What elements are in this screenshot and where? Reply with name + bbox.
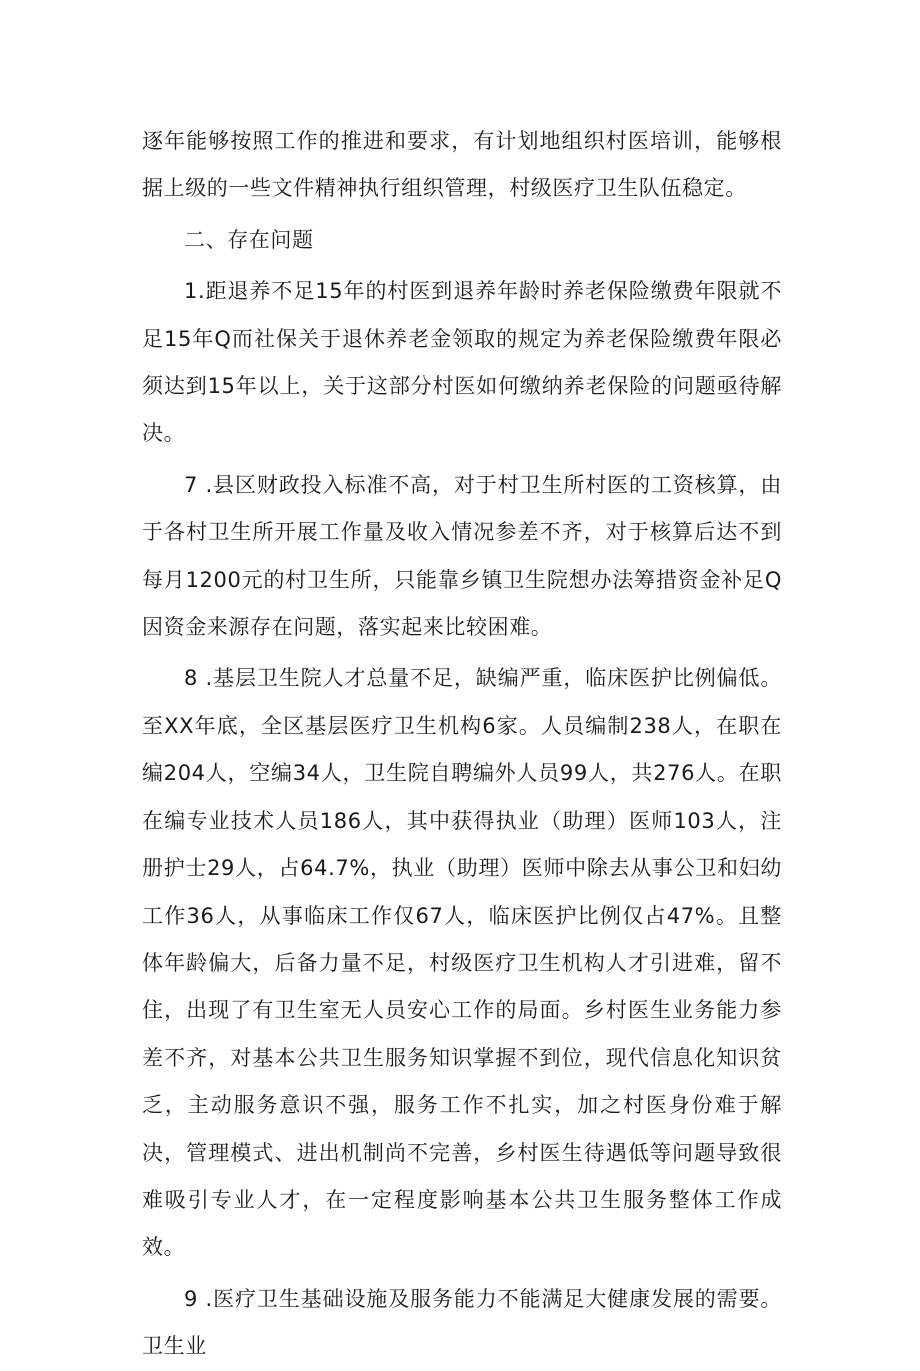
paragraph-continuation: 逐年能够按照工作的推进和要求，有计划地组织村医培训，能够根据上级的一些文件精神执行组织管理，村级医疗卫生队伍稳定。: [142, 129, 782, 201]
paragraph-item-8: 8 .基层卫生院人才总量不足，缺编严重，临床医护比例偏低。至XX年底，全区基层医疗卫生机构6家。人员编制238人，在职在编204人，空编34人，卫生院自聘编外人员99人，共276人。在职在编专业技术人员186人，其中获得执业（助理）医师103人，注册护士29人，占64.7%，执业（助理）医师中除去从事公卫和妇幼工作36人，从事临床工作仅67人，临床医护比例仅占47%。且整体年龄偏大，后备力量不足，村级医疗卫生机构人才引进难，留不住，出现了有卫生室无人员安心工作的局面。乡村医生业务能力参差不齐，对基本公共卫生服务知识掌握不到位，现代信息化知识贫乏，主动服务意识不强，服务工作不扎实，加之村医身份难于解决，管理模式、进出机制尚不完善，乡村医生待遇低等问题导致很难吸引专业人才，在一定程度影响基本公共卫生服务整体工作成效。: [142, 666, 782, 1260]
paragraph-item-1: 1.距退养不足15年的村医到退养年龄时养老保险缴费年限就不足15年Q而社保关于退休养老金领取的规定为养老保险缴费年限必须达到15年以上，关于这部分村医如何缴纳养老保险的问题亟待解决。: [142, 279, 782, 446]
section-heading: 二、存在问题: [184, 227, 314, 252]
document-body: [142, 118, 782, 1371]
paragraph-item-7: 7 .县区财政投入标准不高，对于村卫生所村医的工资核算，由于各村卫生所开展工作量及收入情况参差不齐，对于核算后达不到每月1200元的村卫生所，只能靠乡镇卫生院想办法筹措资金补足Q因资金来源存在问题，落实起来比较困难。: [142, 472, 782, 640]
paragraph-item-9: 9 .医疗卫生基础设施及服务能力不能满足大健康发展的需要。卫生业: [142, 1286, 782, 1359]
